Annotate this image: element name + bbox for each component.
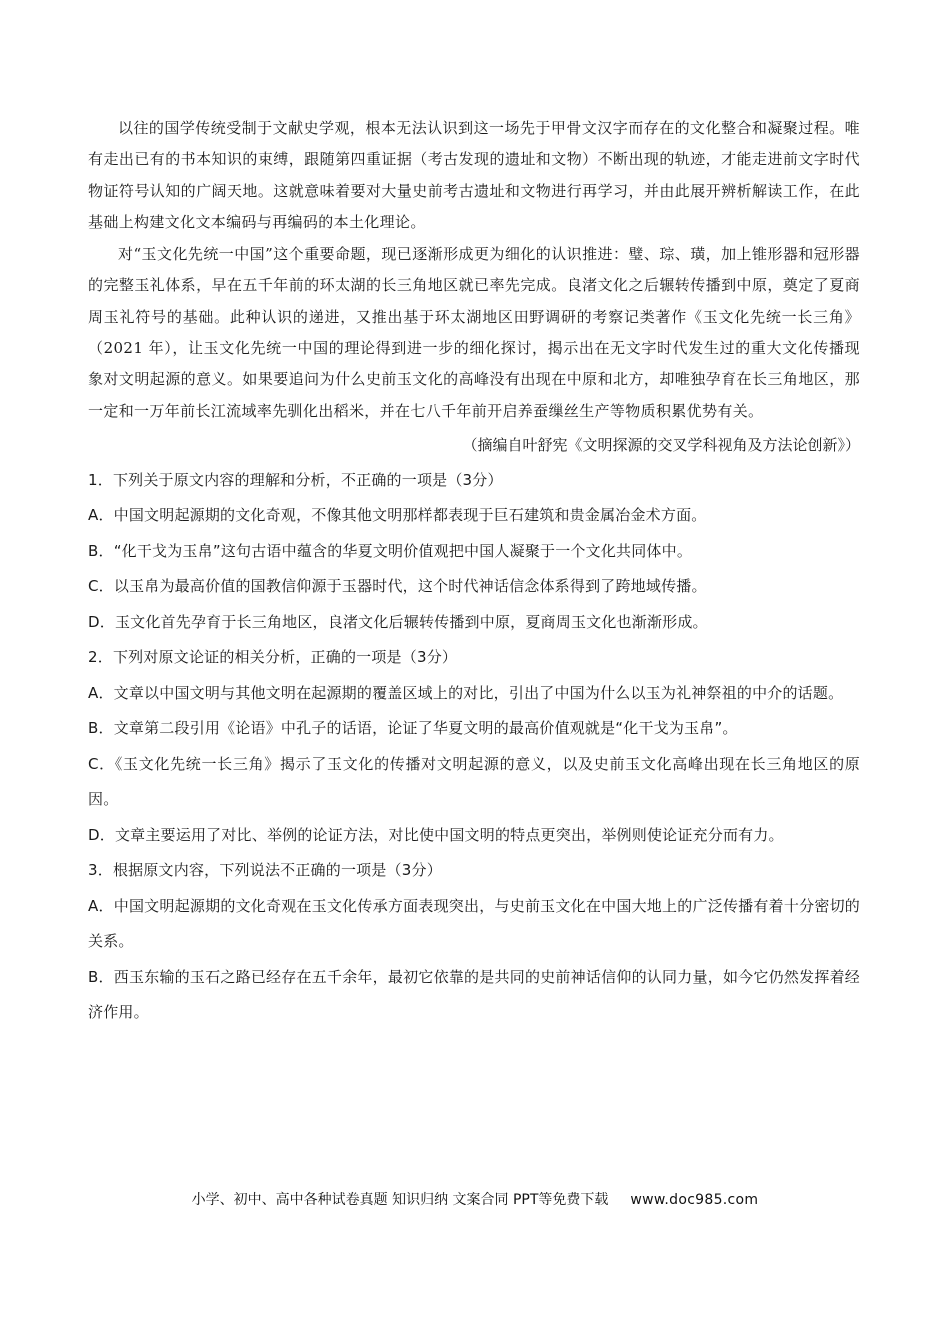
question-2-option-c: C．《玉文化先统一长三角》揭示了玉文化的传播对文明起源的意义，以及史前玉文化高峰出现在长三角地区的原因。 bbox=[88, 754, 860, 809]
question-2-option-b: B．文章第二段引用《论语》中孔子的话语，论证了华夏文明的最高价值观就是“化干戈为玉帛”。 bbox=[88, 719, 738, 738]
question-2-option-a: A．文章以中国文明与其他文明在起源期的覆盖区域上的对比，引出了中国为什么以玉为礼神祭祖的中介的话题。 bbox=[88, 683, 844, 702]
question-3-option-a: A．中国文明起源期的文化奇观在玉文化传承方面表现突出，与史前玉文化在中国大地上的广泛传播有着十分密切的关系。 bbox=[88, 896, 860, 951]
question-1-option-c: C．以玉帛为最高价值的国教信仰源于玉器时代，这个时代神话信念体系得到了跨地域传播。 bbox=[88, 577, 707, 596]
question-3-stem: 3．根据原文内容，下列说法不正确的一项是（3分） bbox=[88, 861, 442, 880]
question-2-option-d: D．文章主要运用了对比、举例的论证方法，对比使中国文明的特点更突出，举例则使论证充分而有力。 bbox=[88, 825, 784, 844]
passage-paragraph-2: 对“玉文化先统一中国”这个重要命题，现已逐渐形成更为细化的认识推进：璧、琮、璜，加上锥形器和冠形器的完整玉礼体系，早在五千年前的环太湖的长三角地区就已率先完成。良渚文化之后辗转传播到中原，奠定了夏商周玉礼符号的基础。此种认识的递进，又推出基于环太湖地区田野调研的考察记类著作《玉文化先统一长三角》（2021 年），让玉文化先统一中国的理论得到进一步的细化探讨，揭示出在无文字时代发生过的重大文化传播现象对文明起源的意义。如果要追问为什么史前玉文化的高峰没有出现在中原和北方，却唯独孕育在长三角地区，那一定和一万年前长江流域率先驯化出稻米，并在七八千年前开启养蚕缫丝生产等物质积累优势有关。 bbox=[88, 245, 860, 420]
question-1-option-a: A．中国文明起源期的文化奇观，不像其他文明那样都表现于巨石建筑和贵金属冶金术方面。 bbox=[88, 506, 707, 525]
footer-text: 小学、初中、高中各种试卷真题 知识归纳 文案合同 PPT等免费下载 bbox=[191, 1192, 609, 1208]
footer-site-link[interactable]: www.doc985.com bbox=[630, 1192, 759, 1208]
passage-source: （摘编自叶舒宪《文明探源的交叉学科视角及方法论创新》） bbox=[462, 435, 860, 454]
question-2-stem: 2．下列对原文论证的相关分析，正确的一项是（3分） bbox=[88, 648, 458, 667]
questions bbox=[88, 463, 860, 1031]
page-footer bbox=[0, 1189, 950, 1209]
passage bbox=[88, 113, 860, 461]
question-1-option-d: D．玉文化首先孕育于长三角地区，良渚文化后辗转传播到中原，夏商周玉文化也渐渐形成。 bbox=[88, 612, 708, 631]
question-1-option-b: B．“化干戈为玉帛”这句古语中蕴含的华夏文明价值观把中国人凝聚于一个文化共同体中。 bbox=[88, 541, 693, 560]
document-page bbox=[88, 113, 860, 1031]
question-3-option-b: B．西玉东输的玉石之路已经存在五千余年，最初它依靠的是共同的史前神话信仰的认同力量，如今它仍然发挥着经济作用。 bbox=[88, 967, 860, 1022]
passage-paragraph-1: 以往的国学传统受制于文献史学观，根本无法认识到这一场先于甲骨文汉字而存在的文化整合和凝聚过程。唯有走出已有的书本知识的束缚，跟随第四重证据（考古发现的遗址和文物）不断出现的轨迹，才能走进前文字时代物证符号认知的广阔天地。这就意味着要对大量史前考古遗址和文物进行再学习，并由此展开辨析解读工作，在此基础上构建文化文本编码与再编码的本土化理论。 bbox=[88, 119, 860, 231]
question-1-stem: 1．下列关于原文内容的理解和分析，不正确的一项是（3分） bbox=[88, 470, 503, 489]
